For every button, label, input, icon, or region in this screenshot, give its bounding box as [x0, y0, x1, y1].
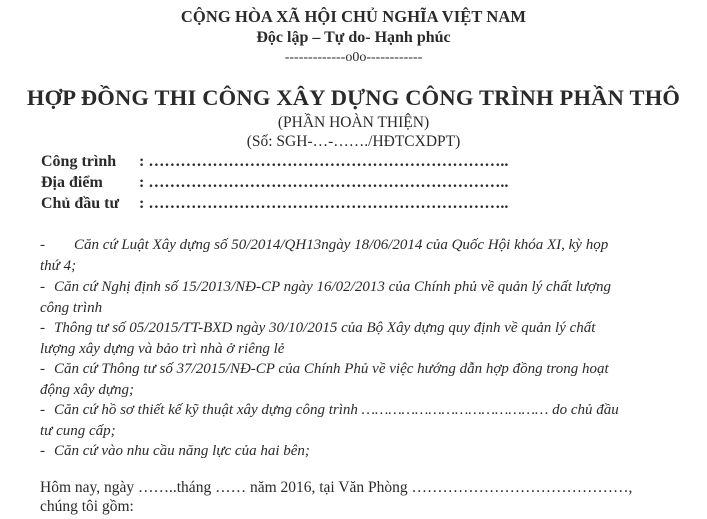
bullet-dash: - — [40, 320, 45, 336]
field-label: Địa điểm — [41, 174, 103, 191]
legal-basis-item — [40, 318, 595, 339]
field-value: : ………………………………………………………….. — [139, 174, 509, 191]
field-label: Công trình — [41, 153, 117, 170]
contract-title: HỢP ĐỒNG THI CÔNG XÂY DỰNG CÔNG TRÌNH PHẦN THÔ — [26, 85, 681, 110]
legal-basis-item — [40, 400, 619, 421]
legal-basis-item — [40, 235, 608, 256]
bullet-dash: - — [40, 443, 45, 459]
legal-basis-text: Căn cứ Luật Xây dựng số 50/2014/QH13ngày 18/06/2014 của Quốc Hội khóa XI, kỳ họp — [74, 237, 609, 253]
national-title: CỘNG HÒA XÃ HỘI CHỦ NGHĨA VIỆT NAM — [180, 7, 527, 26]
legal-basis-item — [40, 359, 609, 380]
legal-basis-continuation: tư cung cấp; — [40, 423, 116, 439]
legal-basis-text: Thông tư số 05/2015/TT-BXD ngày 30/10/2015 của Bộ Xây dựng quy định về quản lý chất — [54, 320, 596, 336]
field-investor — [41, 195, 508, 213]
legal-basis-item — [40, 277, 611, 298]
legal-basis-text: Căn cứ vào nhu cầu năng lực của hai bên; — [54, 443, 310, 459]
field-value: : ………………………………………………………….. — [139, 153, 509, 170]
bullet-dash: - — [40, 279, 45, 295]
preamble-line: Hôm nay, ngày ……..tháng …… năm 2016, tại Văn Phòng ……………………………………, — [40, 479, 633, 496]
legal-basis-item — [40, 441, 310, 462]
field-value: : ………………………………………………………….. — [139, 195, 509, 212]
contract-subtitle: (PHẦN HOÀN THIỆN) — [277, 114, 430, 131]
legal-basis-text: Căn cứ Thông tư số 37/2015/NĐ-CP của Chính Phủ về việc hướng dẫn hợp đồng trong hoạt — [54, 361, 609, 377]
legal-basis-text: Căn cứ hồ sơ thiết kế kỹ thuật xây dựng công trình …………………………………… do chủ đầu — [54, 402, 619, 418]
field-location — [41, 174, 508, 192]
bullet-dash: - — [40, 361, 45, 377]
national-motto: Độc lập – Tự do- Hạnh phúc — [256, 29, 451, 46]
header-divider: -------------o0o------------ — [284, 50, 423, 65]
bullet-dash: - — [40, 402, 45, 418]
contract-number: (Số: SGH-…-……./HĐTCXDPT) — [246, 133, 461, 150]
legal-basis-continuation: công trình — [40, 300, 103, 316]
legal-basis-continuation: thứ 4; — [40, 258, 77, 274]
bullet-dash: - — [40, 237, 45, 253]
preamble-line: chúng tôi gồm: — [40, 498, 134, 515]
field-project — [41, 153, 508, 171]
legal-basis-continuation: động xây dựng; — [40, 382, 134, 398]
legal-basis-continuation: lượng xây dựng và bảo trì nhà ở riêng lẻ — [40, 341, 285, 357]
legal-basis-text: Căn cứ Nghị định số 15/2013/NĐ-CP ngày 16/02/2013 của Chính phủ về quản lý chất lượng — [54, 279, 611, 295]
field-label: Chủ đầu tư — [41, 195, 120, 212]
